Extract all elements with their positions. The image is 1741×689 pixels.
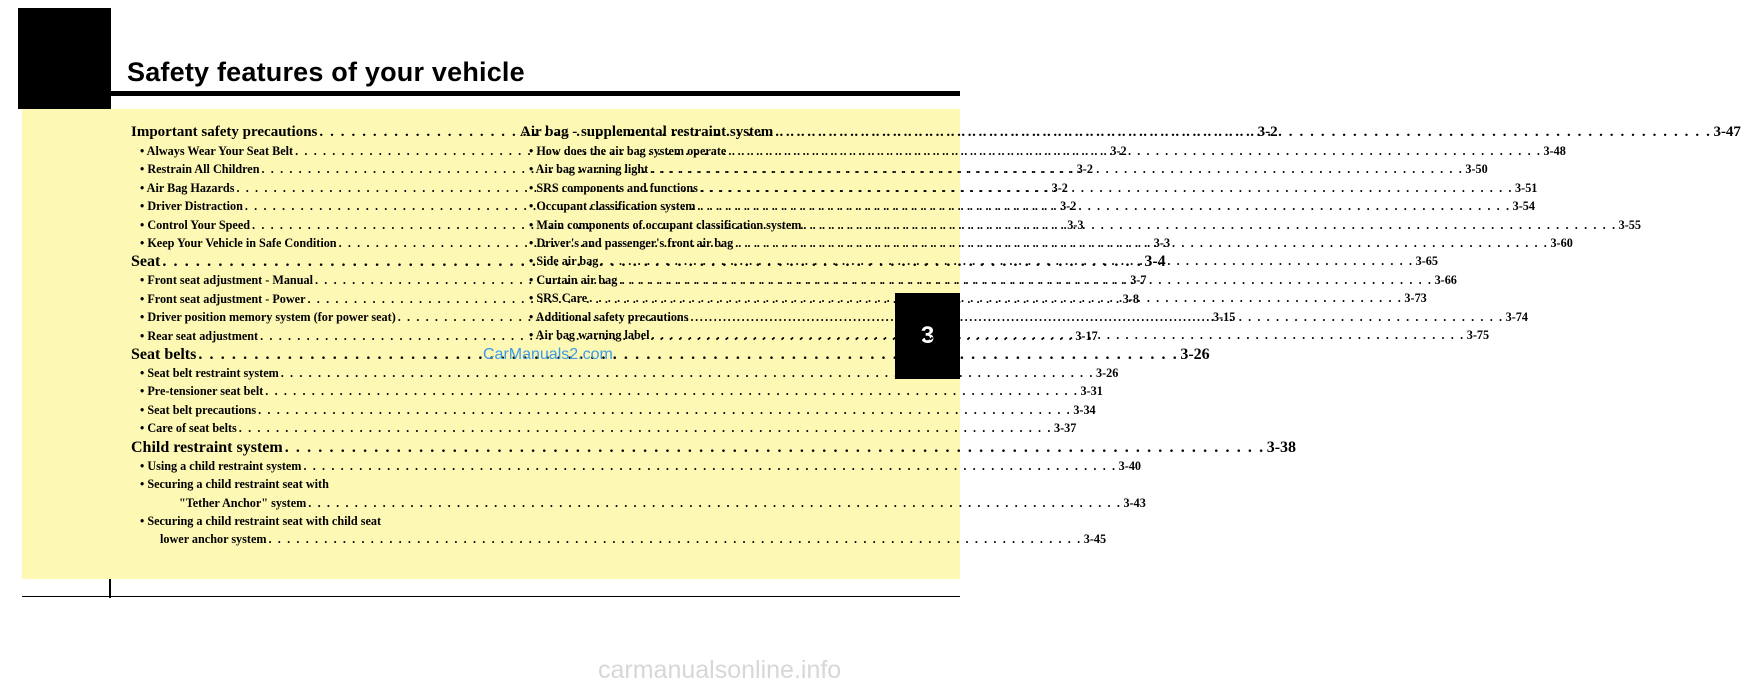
toc-page-number: 3-45 bbox=[1083, 532, 1107, 547]
toc-page-number: 3-2 bbox=[1257, 124, 1278, 140]
toc-page-number: 3-17 bbox=[1075, 328, 1098, 343]
toc-page-number: 3-60 bbox=[1550, 236, 1573, 251]
toc-page-number: 3-48 bbox=[1543, 144, 1566, 158]
toc-page-number: 3-3 bbox=[1153, 236, 1171, 251]
toc-label: Air bag - supplemental restraint system bbox=[520, 124, 774, 140]
dot-leader bbox=[308, 494, 1121, 512]
toc-page-number: 3-65 bbox=[1415, 254, 1438, 269]
watermark-footer: carmanualsonline.info bbox=[598, 656, 842, 684]
toc-page-number: 3-43 bbox=[1123, 495, 1146, 510]
toc-page-number: 3-54 bbox=[1512, 199, 1535, 214]
toc-label: • Seat belt restraint system bbox=[140, 366, 279, 381]
dot-leader bbox=[697, 197, 1510, 215]
toc-label: • Pre-tensioner seat belt bbox=[140, 384, 264, 399]
dot-leader bbox=[690, 308, 1503, 326]
toc-page-number: 3-51 bbox=[1515, 180, 1538, 195]
toc-page-number: 3-50 bbox=[1465, 162, 1488, 177]
toc-label: • Rear seat adjustment bbox=[140, 328, 259, 343]
toc-page-number: 3-74 bbox=[1505, 309, 1528, 324]
toc-label: • Air Bag Hazards bbox=[140, 180, 235, 195]
toc-label: • Occupant classification system bbox=[529, 199, 696, 214]
toc-page-number: 3-37 bbox=[1053, 421, 1077, 436]
dot-leader bbox=[239, 419, 1052, 437]
dot-leader bbox=[803, 216, 1616, 234]
toc-label: • Using a child restraint system bbox=[140, 458, 302, 473]
toc-page-number: 3-4 bbox=[1144, 253, 1166, 271]
watermark-overlay: CarManuals2.com bbox=[483, 346, 613, 363]
dot-leader bbox=[281, 364, 1094, 382]
toc-label: • Keep Your Vehicle in Safe Condition bbox=[140, 236, 337, 251]
dot-leader bbox=[265, 382, 1078, 400]
toc-page-number: 3-8 bbox=[1122, 291, 1139, 306]
toc-label: • Side air bag bbox=[529, 254, 599, 269]
toc-label: • Control Your Speed bbox=[140, 217, 251, 232]
dot-leader bbox=[652, 326, 1465, 344]
toc-entry[interactable] bbox=[131, 530, 1107, 548]
toc-label: Seat belts bbox=[131, 346, 197, 364]
corner-black-tab bbox=[18, 8, 110, 109]
dot-leader bbox=[700, 179, 1513, 197]
toc-page-number: 3-73 bbox=[1404, 291, 1427, 306]
toc-label: • Main components of occupant classification system bbox=[529, 217, 802, 232]
toc-page-number: 3-7 bbox=[1130, 273, 1147, 288]
toc-page-number: 3-66 bbox=[1434, 272, 1457, 287]
toc-label: • Restrain All Children bbox=[140, 162, 260, 177]
dot-leader bbox=[650, 160, 1463, 178]
toc-label: • Care of seat belts bbox=[140, 421, 237, 436]
toc-entry[interactable] bbox=[131, 494, 1146, 512]
toc-entry[interactable] bbox=[131, 382, 1103, 400]
toc-page-number: 3-38 bbox=[1266, 438, 1297, 456]
dot-leader bbox=[619, 271, 1432, 289]
toc-entry-line[interactable]: • Securing a child restraint seat with bbox=[140, 477, 329, 492]
toc-label: • Curtain air bag bbox=[529, 272, 618, 287]
dot-leader bbox=[735, 234, 1548, 252]
toc-label: Important safety precautions bbox=[131, 124, 318, 140]
dot-leader bbox=[728, 142, 1541, 160]
dot-leader bbox=[285, 438, 1265, 457]
toc-entry[interactable] bbox=[131, 419, 1077, 437]
dot-leader bbox=[269, 530, 1082, 548]
toc-page-number: 3-15 bbox=[1212, 310, 1236, 325]
dot-leader bbox=[589, 289, 1402, 307]
toc-page-number: 3-31 bbox=[1080, 384, 1103, 399]
toc-label: • Driver's and passenger's front air bag bbox=[529, 236, 734, 251]
dot-leader bbox=[258, 401, 1071, 419]
toc-page-number: 3-40 bbox=[1118, 458, 1142, 473]
toc-page-number: 3-2 bbox=[1110, 144, 1127, 158]
page-title: Safety features of your vehicle bbox=[127, 57, 525, 87]
toc-entry[interactable] bbox=[131, 401, 1096, 419]
toc-page-number: 3-26 bbox=[1180, 346, 1210, 364]
toc-label: • Seat belt precautions bbox=[140, 402, 257, 417]
bottom-rule bbox=[22, 596, 960, 597]
toc-entry-line[interactable]: • Securing a child restraint seat with child seat bbox=[140, 513, 382, 528]
toc-page-number: 3-55 bbox=[1618, 217, 1641, 232]
toc-page-number: 3-2 bbox=[1076, 162, 1093, 177]
toc-entry[interactable] bbox=[131, 364, 1119, 382]
toc-section-heading[interactable] bbox=[131, 438, 1297, 457]
dot-leader bbox=[600, 252, 1413, 270]
toc-label: Seat bbox=[131, 253, 161, 271]
toc-label: • Air bag warning label bbox=[529, 328, 650, 343]
dot-leader bbox=[775, 123, 1711, 142]
toc-label: lower anchor system bbox=[160, 532, 267, 547]
toc-page-number: 3-2 bbox=[1051, 180, 1068, 195]
toc-label: • Always Wear Your Seat Belt bbox=[140, 144, 294, 158]
toc-label: • SRS Care bbox=[529, 291, 588, 306]
toc-page-number: 3-34 bbox=[1073, 402, 1096, 417]
toc-label: • Air bag warning light bbox=[529, 162, 649, 177]
title-underline bbox=[110, 91, 960, 96]
chapter-number-tab[interactable]: 3 bbox=[895, 293, 960, 379]
toc-page-number: 3-26 bbox=[1095, 366, 1119, 381]
toc-label: • Driver Distraction bbox=[140, 199, 243, 214]
toc-label: • Front seat adjustment - Manual bbox=[140, 273, 313, 288]
toc-label: Child restraint system bbox=[131, 438, 283, 456]
toc-label: • Driver position memory system (for power seat) bbox=[140, 310, 396, 325]
toc-page-number: 3-47 bbox=[1713, 124, 1741, 140]
dot-leader bbox=[303, 457, 1116, 475]
dot-leader bbox=[198, 345, 1178, 364]
toc-label: • Additional safety precautions bbox=[529, 309, 689, 324]
toc-entry[interactable] bbox=[131, 457, 1142, 475]
toc-page-number: 3-2 bbox=[1060, 199, 1077, 214]
toc-page-number: 3-75 bbox=[1466, 328, 1490, 343]
toc-label: • Front seat adjustment - Power bbox=[140, 291, 306, 306]
toc-page-number: 3-3 bbox=[1067, 217, 1084, 232]
toc-label: "Tether Anchor" system bbox=[179, 495, 307, 510]
toc-label: • How does the air bag system operate bbox=[529, 144, 727, 158]
toc-label: • SRS components and functions bbox=[529, 180, 698, 195]
